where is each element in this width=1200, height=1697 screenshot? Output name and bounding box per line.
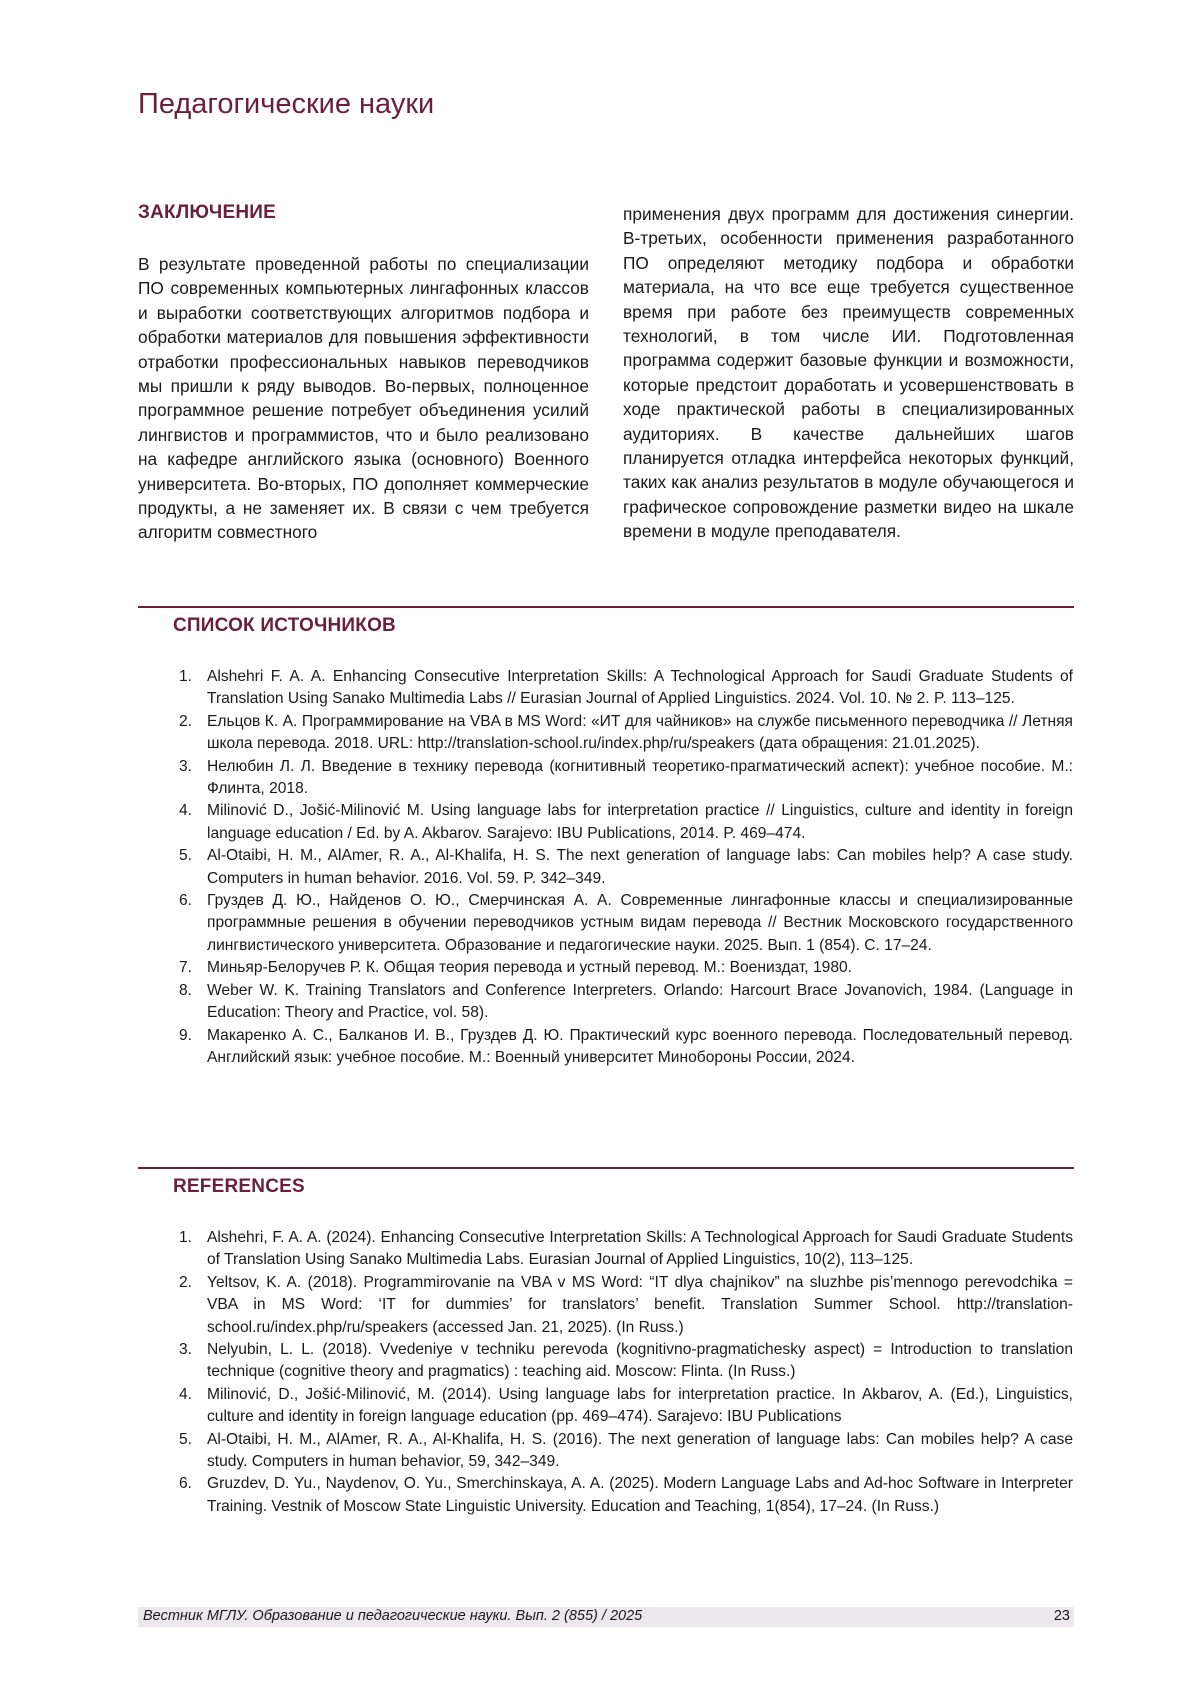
list-item-number: 6. xyxy=(179,890,192,912)
list-item-number: 2. xyxy=(179,711,192,733)
list-item xyxy=(173,1025,1073,1070)
list-item-text: Al-Otaibi, H. M., AlAmer, R. A., Al-Khalifa, H. S. The next generation of language labs: Can mobiles help? A case study. Computers in human behavior. 2016. Vol. 59. P. 342–349. xyxy=(207,847,1073,886)
list-item xyxy=(173,1429,1073,1474)
list-item-number: 1. xyxy=(179,1227,192,1249)
list-item-number: 2. xyxy=(179,1272,192,1294)
list-item xyxy=(173,1227,1073,1272)
list-item-number: 5. xyxy=(179,1429,192,1451)
journal-title: Вестник МГЛУ. Образование и педагогические науки. Вып. 2 (855) / 2025 xyxy=(143,1608,642,1624)
list-item-number: 9. xyxy=(179,1025,192,1047)
list-item xyxy=(173,800,1073,845)
list-item xyxy=(173,756,1073,801)
list-item-text: Weber W. K. Training Translators and Conference Interpreters. Orlando: Harcourt Brace Jovanovich, 1984. (Language in Education: Theory and Practice, vol. 58). xyxy=(207,982,1073,1021)
list-item-text: Nelyubin, L. L. (2018). Vvedeniye v techniku perevoda (kognitivno-pragmatichesky aspect) = Introduction to translation technique (cognitive theory and pragmatics) : teaching aid. Moscow: Flinta. (In Russ.) xyxy=(207,1341,1073,1380)
list-item-text: Alshehri F. A. A. Enhancing Consecutive Interpretation Skills: A Technological Approach for Saudi Graduate Students of Translation Using Sanako Multimedia Labs // Eurasian Journal of Applied Linguistics. 2024. Vol. 10. № 2. P. 113–125. xyxy=(207,668,1073,707)
conclusion-heading: ЗАКЛЮЧЕНИЕ xyxy=(138,202,589,224)
references-list xyxy=(173,1227,1073,1518)
list-item-text: Миньяр-Белоручев Р. К. Общая теория перевода и устный перевод. М.: Воениздат, 1980. xyxy=(207,959,852,976)
page-number: 23 xyxy=(1054,1608,1070,1624)
running-head: Педагогические науки xyxy=(138,88,434,121)
sources-heading: СПИСОК ИСТОЧНИКОВ xyxy=(173,615,396,637)
list-item-number: 6. xyxy=(179,1473,192,1495)
list-item-text: Ельцов К. А. Программирование на VBA в MS Word: «ИТ для чайников» на службе письменного переводчика // Летняя школа перевода. 2018. URL: http://translation-school.ru/index.php/ru/speakers (дата обращения: 21.01.2025). xyxy=(207,713,1073,752)
list-item xyxy=(173,711,1073,756)
page-footer xyxy=(138,1607,1074,1627)
list-item-text: Milinović D., Jošić-Milinović M. Using language labs for interpretation practice // Linguistics, culture and identity in foreign language education / Ed. by A. Akbarov. Sarajevo: IBU Publications, 2014. P. 469–474. xyxy=(207,802,1073,841)
list-item xyxy=(173,666,1073,711)
list-item xyxy=(173,1473,1073,1518)
sources-list xyxy=(173,666,1073,1069)
conclusion-paragraph-left: В результате проведенной работы по специализации ПО современных компьютерных лингафонных классов и выработки соответствующих алгоритмов подбора и обработки материалов для повышения эффективности отработки профессиональных навыков переводчиков мы пришли к ряду выводов. Во-первых, полноценное программное решение потребует объединения усилий лингвистов и программистов, что и было реализовано на кафедре английского языка (основного) Военного университета. Во-вторых, ПО дополняет коммерческие продукты, а не заменяет их. В связи с чем требуется алгоритм совместного xyxy=(138,252,589,545)
list-item-text: Макаренко А. С., Балканов И. В., Груздев Д. Ю. Практический курс военного перевода. Последовательный перевод. Английский язык: учебное пособие. М.: Военный университет Минобороны России, 2024. xyxy=(207,1027,1073,1066)
conclusion-column-left xyxy=(138,202,589,545)
list-item xyxy=(173,845,1073,890)
list-item-text: Gruzdev, D. Yu., Naydenov, O. Yu., Smerchinskaya, A. A. (2025). Modern Language Labs and Ad-hoc Software in Interpreter Training. Vestnik of Moscow State Linguistic University. Education and Teaching, 1(854), 17–24. (In Russ.) xyxy=(207,1475,1073,1514)
list-item xyxy=(173,1339,1073,1384)
list-item-number: 1. xyxy=(179,666,192,688)
section-divider-sources xyxy=(138,606,1074,608)
references-heading: REFERENCES xyxy=(173,1176,305,1198)
conclusion-paragraph-right: применения двух программ для достижения синергии. В-третьих, особенности применения разработанного ПО определяют методику подбора и обработки материала, на что все еще требуется существенное время при работе без преимуществ современных технологий, в том числе ИИ. Подготовленная программа содержит базовые функции и возможности, которые предстоит доработать и усовершенствовать в ходе практической работы в специализированных аудиториях. В качестве дальнейших шагов планируется отладка интерфейса некоторых функций, таких как анализ результатов в модуле обучающегося и графическое сопровождение разметки видео на шкале времени в модуле преподавателя. xyxy=(623,202,1074,544)
conclusion-section xyxy=(138,202,1074,545)
list-item-text: Груздев Д. Ю., Найденов О. Ю., Смерчинская А. А. Современные лингафонные классы и специализированные программные решения в обучении переводчиков устным видам перевода // Вестник Московского государственного лингвистического университета. Образование и педагогические науки. 2025. Вып. 1 (854). С. 17–24. xyxy=(207,892,1073,954)
list-item xyxy=(173,957,1073,979)
list-item-text: Нелюбин Л. Л. Введение в технику перевода (когнитивный теоретико-прагматический аспект): учебное пособие. М.: Флинта, 2018. xyxy=(207,758,1073,797)
list-item-number: 3. xyxy=(179,756,192,778)
list-item xyxy=(173,1384,1073,1429)
list-item-text: Alshehri, F. A. A. (2024). Enhancing Consecutive Interpretation Skills: A Technological Approach for Saudi Graduate Students of Translation Using Sanako Multimedia Labs. Eurasian Journal of Applied Linguistics, 10(2), 113–125. xyxy=(207,1229,1073,1268)
list-item xyxy=(173,890,1073,957)
list-item xyxy=(173,980,1073,1025)
section-divider-references xyxy=(138,1167,1074,1169)
list-item-number: 5. xyxy=(179,845,192,867)
list-item-number: 4. xyxy=(179,800,192,822)
list-item-number: 8. xyxy=(179,980,192,1002)
list-item-text: Milinović, D., Jošić-Milinović, M. (2014). Using language labs for interpretation practice. In Akbarov, A. (Ed.), Linguistics, culture and identity in foreign language education (pp. 469–474). Sarajevo: IBU Publications xyxy=(207,1386,1073,1425)
conclusion-column-right xyxy=(623,202,1074,545)
list-item-number: 3. xyxy=(179,1339,192,1361)
list-item-text: Yeltsov, K. A. (2018). Programmirovanie na VBA v MS Word: “IT dlya chajnikov” na sluzhbe pis’mennogo perevodchika = VBA in MS Word: ‘IT for dummies’ for translators’ benefit. Translation Summer School. http://translation-school.ru/index.php/ru/speakers (accessed Jan. 21, 2025). (In Russ.) xyxy=(207,1274,1073,1336)
list-item-number: 7. xyxy=(179,957,192,979)
list-item-number: 4. xyxy=(179,1384,192,1406)
list-item xyxy=(173,1272,1073,1339)
list-item-text: Al-Otaibi, H. M., AlAmer, R. A., Al-Khalifa, H. S. (2016). The next generation of language labs: Can mobiles help? A case study. Computers in human behavior, 59, 342–349. xyxy=(207,1431,1073,1470)
